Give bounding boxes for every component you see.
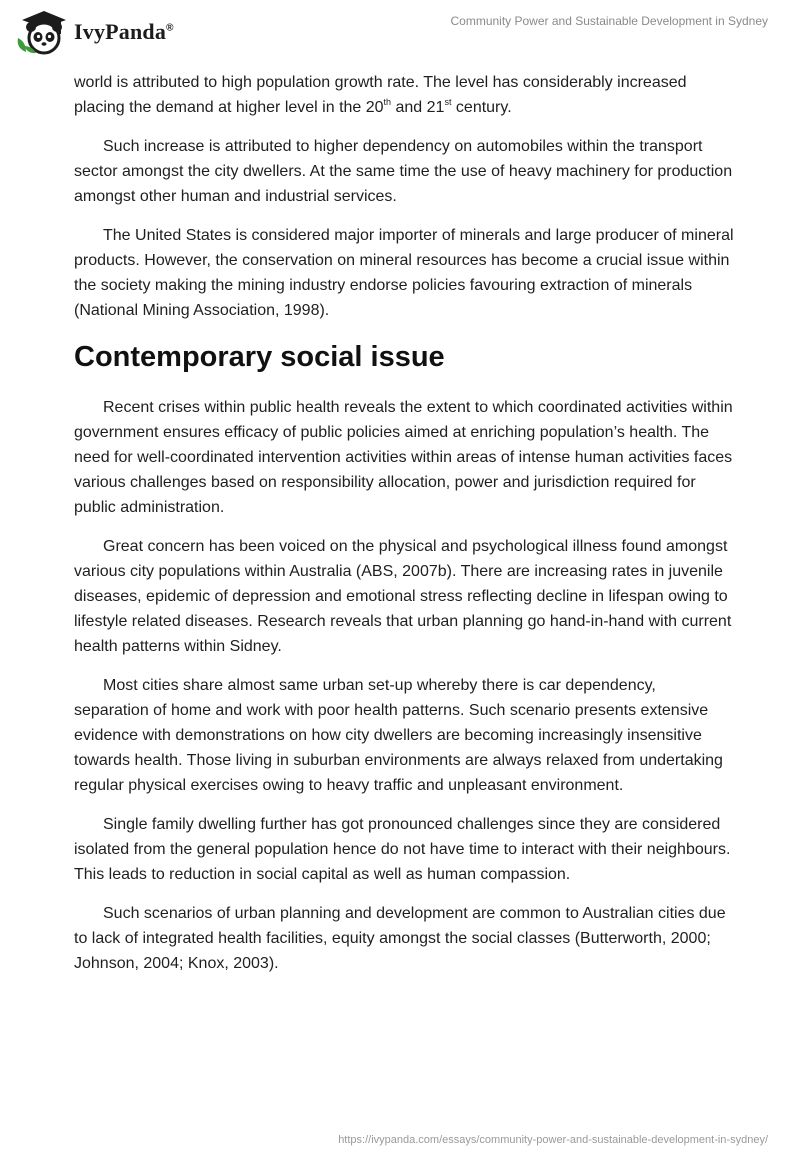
paragraph-public-health: Recent crises within public health reveals the extent to which coordinated activities within government ensures efficacy of public policies aimed at enriching population’s health. The need for well-coordinated intervention activities within areas of intense human activities faces various challenges based on responsibility allocation, power and jurisdiction required for public administration.: [74, 399, 733, 516]
superscript-st: st: [444, 97, 452, 107]
paragraph-population-growth: world is attributed to high population growth rate. The level has considerably increased placing the demand at higher level in the 20th and 21st century.: [74, 74, 687, 116]
paragraph-illness-concern: Great concern has been voiced on the physical and psychological illness found amongst various city populations within Australia (ABS, 2007b). There are increasing rates in juvenile diseases, epidemic of depression and emotional stress reflecting decline in lifespan owing to lifestyle related diseases. Research reveals that urban planning go hand-in-hand with current health patterns within Sidney.: [74, 538, 732, 655]
paragraph-mineral-resources: The United States is considered major importer of minerals and large producer of mineral products. However, the conservation on mineral resources has become a crucial issue within the society making the mining industry endorse policies favouring extraction of minerals (National Mining Association, 1998).: [74, 227, 734, 319]
logo-wordmark: IvyPanda®: [74, 19, 174, 44]
superscript-th: th: [383, 97, 392, 107]
paragraph-urban-planning: Such scenarios of urban planning and development are common to Australian cities due to lack of integrated health facilities, equity amongst the social classes (Butterworth, 2000; Johnson, 2004; Knox, 2003).: [74, 905, 726, 972]
paragraph-urban-setup: Most cities share almost same urban set-up whereby there is car dependency, separation of home and work with poor health patterns. Such scenario presents extensive evidence with demonstrations on how city dwellers are becoming increasingly insensitive towards health. Those living in suburban environments are always relaxed from undertaking regular physical exercises owing to heavy traffic and unpleasant environment.: [74, 677, 723, 794]
page-header: [0, 0, 800, 70]
ivypanda-logo[interactable]: [14, 8, 174, 56]
essay-body: [74, 70, 734, 990]
paragraph-single-family: Single family dwelling further has got pronounced challenges since they are considered isolated from the general population hence do not have time to interact with their neighbours. This leads to reduction in social capital as well as human compassion.: [74, 816, 731, 883]
source-url-link[interactable]: https://ivypanda.com/essays/community-power-and-sustainable-development-in-sydney/: [338, 1134, 768, 1146]
section-heading: Contemporary social issue: [74, 341, 445, 373]
paragraph-automobile-dependency: Such increase is attributed to higher dependency on automobiles within the transport sector amongst the city dwellers. At the same time the use of heavy machinery for production amongst other human and industrial services.: [74, 138, 733, 205]
panda-graduate-icon: [14, 8, 70, 56]
document-title: Community Power and Sustainable Development in Sydney: [450, 14, 768, 28]
registered-mark: ®: [166, 22, 174, 34]
